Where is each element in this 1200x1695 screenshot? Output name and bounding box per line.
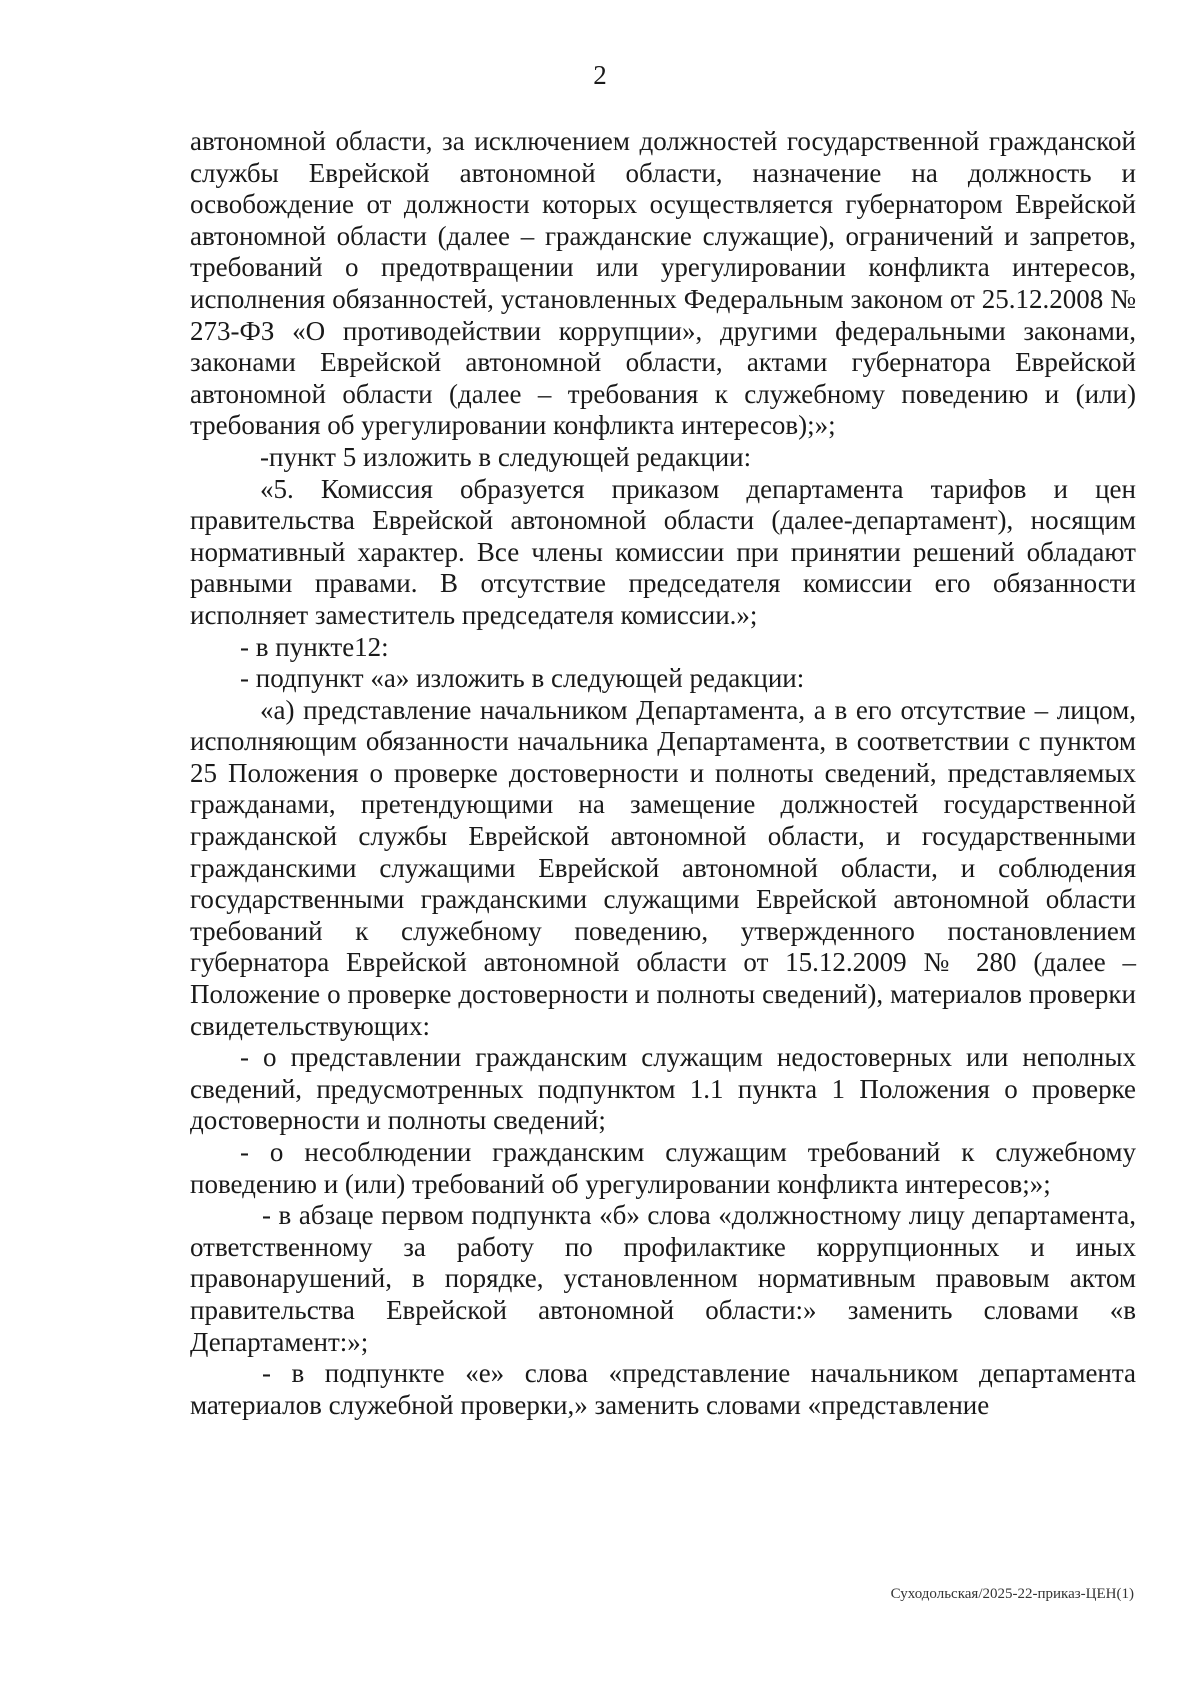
paragraph: - в подпункте «е» слова «представление начальником департамента материалов служебной проверки,» заменить словами «представление <box>190 1358 1136 1420</box>
paragraph: - подпункт «а» изложить в следующей редакции: <box>240 663 805 694</box>
document-footer: Суходольская/2025-22-приказ-ЦЕН(1) <box>890 1586 1134 1602</box>
paragraph: - о представлении гражданским служащим недостоверных или неполных сведений, предусмотренных подпунктом 1.1 пункта 1 Положения о проверке достоверности и полноты сведений; <box>190 1042 1136 1136</box>
page-number: 2 <box>593 60 607 90</box>
paragraph: - в абзаце первом подпункта «б» слова «должностному лицу департамента, ответственному за работу по профилактике коррупционных и иных правонарушений, в порядке, установленном нормативным правовым актом правительства Еврейской автономной области:» заменить словами «в Департамент:»; <box>190 1200 1136 1357</box>
paragraph: «а) представление начальником Департамента, а в его отсутствие – лицом, исполняющим обязанности начальника Департамента, в соответствии с пунктом 25 Положения о проверке достоверности и полноты сведений, представляемых гражданами, претендующими на замещение должностей государственной гражданской службы Еврейской автономной области, и государственными гражданскими служащими Еврейской автономной области, и соблюдения государственными гражданскими служащими Еврейской автономной области требований к служебному поведению, утвержденного постановлением губернатора Еврейской автономной области от 15.12.2009 № 280 (далее – Положение о проверке достоверности и полноты сведений), материалов проверки свидетельствующих: <box>190 694 1136 1041</box>
paragraph: автономной области, за исключением должностей государственной гражданской службы Еврейской автономной области, назначение на должность и освобождение от должности которых осуществляется губернатором Еврейской автономной области (далее – гражданские служащие), ограничений и запретов, требований о предотвращении или урегулировании конфликта интересов, исполнения обязанностей, установленных Федеральным законом от 25.12.2008 № 273-ФЗ «О противодействии коррупции», другими федеральными законами, законами Еврейской автономной области, актами губернатора Еврейской автономной области (далее – требования к служебному поведению и (или) требования об урегулировании конфликта интересов);»; <box>190 126 1136 441</box>
document-body <box>190 126 1136 1421</box>
paragraph: -пункт 5 изложить в следующей редакции: <box>260 441 752 472</box>
paragraph: - в пункте12: <box>240 631 389 662</box>
paragraph: «5. Комиссия образуется приказом департамента тарифов и цен правительства Еврейской автономной области (далее-департамент), носящим нормативный характер. Все члены комиссии при принятии решений обладают равными правами. В отсутствие председателя комиссии его обязанности исполняет заместитель председателя комиссии.»; <box>190 473 1136 630</box>
paragraph: - о несоблюдении гражданским служащим требований к служебному поведению и (или) требований об урегулировании конфликта интересов;»; <box>190 1137 1136 1199</box>
